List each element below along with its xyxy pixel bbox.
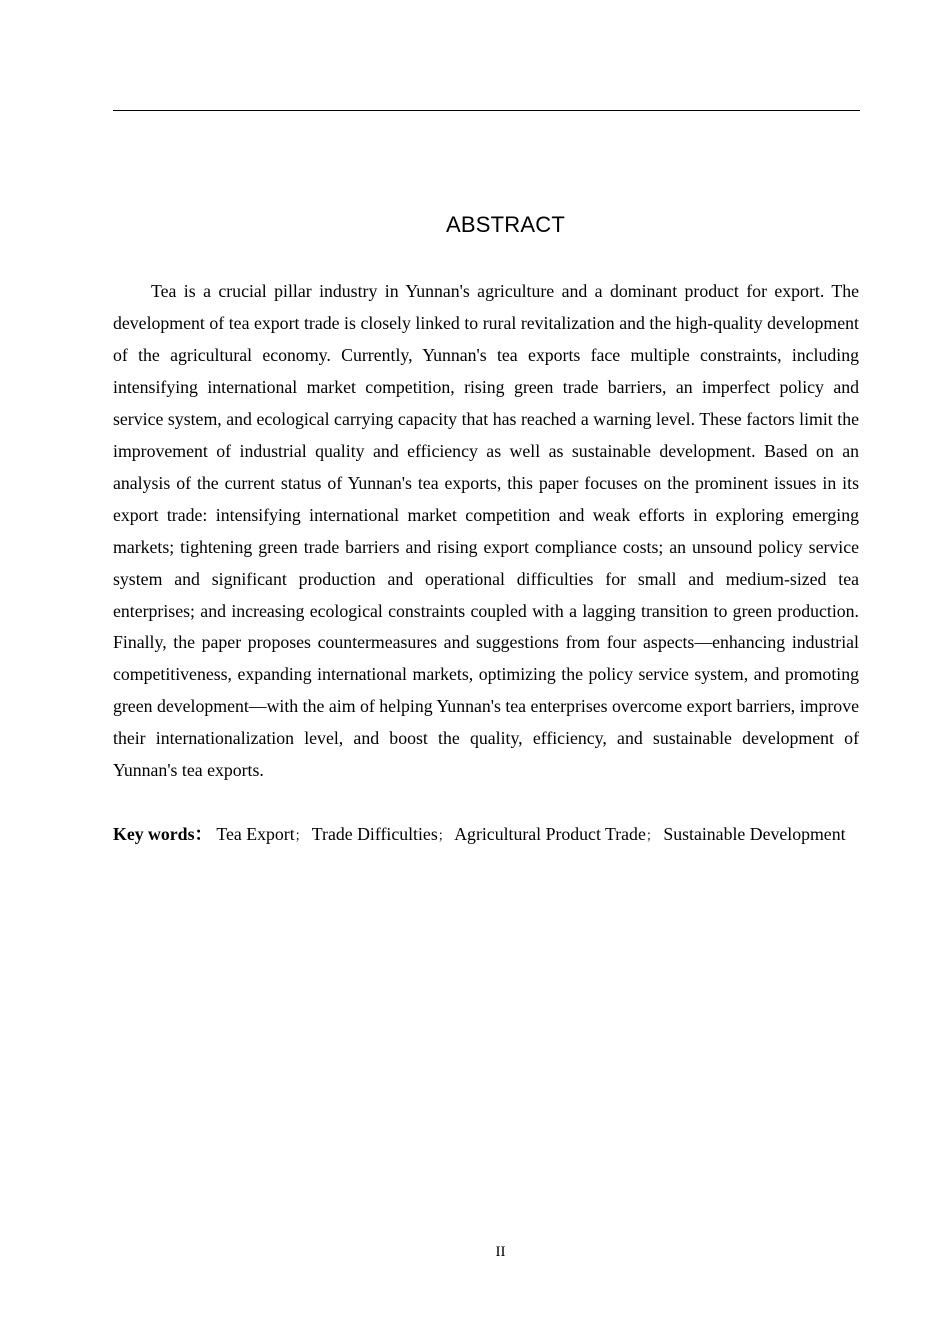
keyword-item: Sustainable Development (663, 824, 846, 844)
keyword-separator: ； (437, 828, 451, 843)
keyword-item: Tea Export (216, 824, 295, 844)
keyword-item: Agricultural Product Trade (454, 824, 646, 844)
page-number: II (495, 1244, 506, 1260)
keyword-separator: ； (294, 828, 308, 843)
abstract-title: ABSTRACT (446, 212, 565, 237)
keyword-separator: ； (645, 828, 659, 843)
keyword-item: Trade Difficulties (311, 824, 438, 844)
header-rule (113, 110, 860, 111)
abstract-body: Tea is a crucial pillar industry in Yunnan's agriculture and a dominant product for export. The development of tea export trade is closely linked to rural revitalization and the high-quality development of the agricultural economy. Currently, Yunnan's tea exports face multiple constraints, including intensifying international market competition, rising green trade barriers, an imperfect policy and service system, and ecological carrying capacity that has reached a warning level. These factors limit the improvement of industrial quality and efficiency as well as sustainable development. Based on an analysis of the current status of Yunnan's tea exports, this paper focuses on the prominent issues in its export trade: intensifying international market competition and weak efforts in exploring emerging markets; tightening green trade barriers and rising export compliance costs; an unsound policy service system and significant production and operational difficulties for small and medium-sized tea enterprises; and increasing ecological constraints coupled with a lagging transition to green production. Finally, the paper proposes countermeasures and suggestions from four aspects—enhancing industrial competitiveness, expanding international markets, optimizing the policy service system, and promoting green development—with the aim of helping Yunnan's tea enterprises overcome export barriers, improve their internationalization level, and boost the quality, efficiency, and sustainable development of Yunnan's tea exports. (113, 281, 859, 781)
keywords-line (113, 819, 859, 852)
keywords-label: Key words： (113, 824, 213, 844)
